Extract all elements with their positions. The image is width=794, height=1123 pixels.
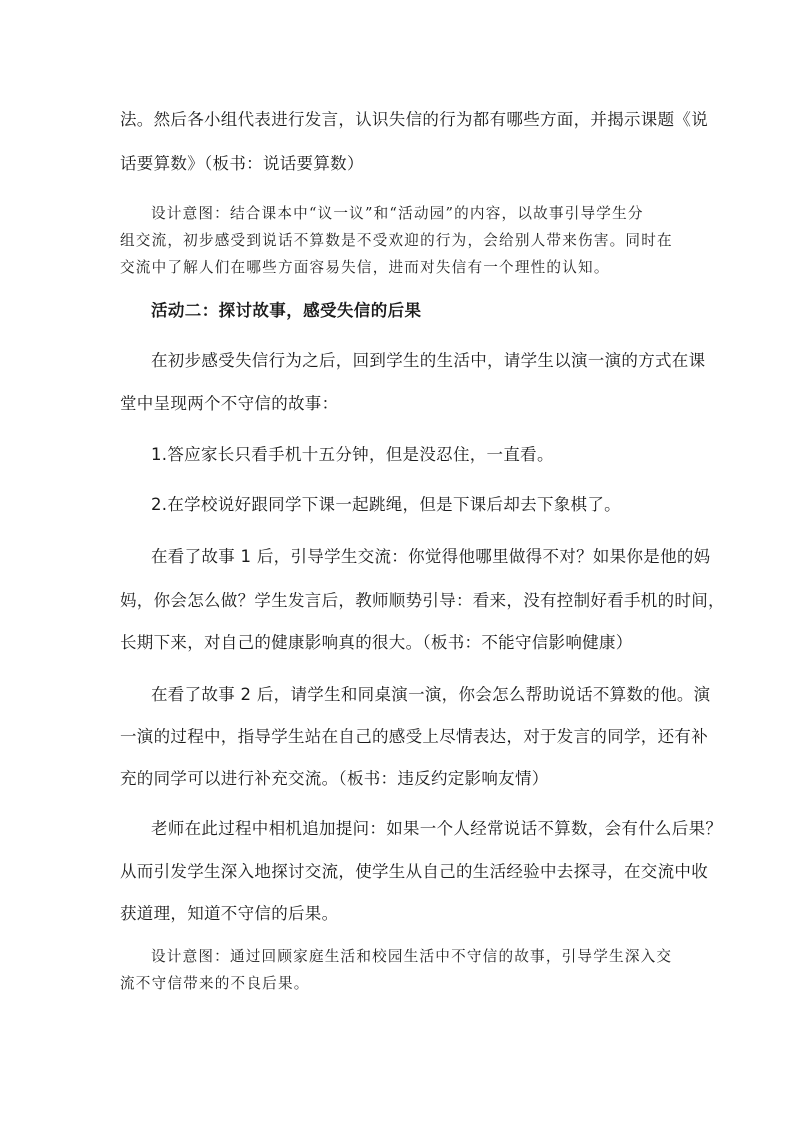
- paragraph-5-line-3: 获道理，知道不守信的后果。: [120, 904, 339, 923]
- design-note-1-line-2: 组交流，初步感受到说话不算数是不受欢迎的行为，会给别人带来伤害。同时在: [120, 232, 673, 249]
- paragraph-5-line-2: 从而引发学生深入地探讨交流，使学生从自己的生活经验中去探寻，在交流中收: [120, 862, 708, 881]
- story-item-1: 1.答应家长只看手机十五分钟，但是没忍住，一直看。: [151, 445, 554, 464]
- paragraph-4-line-3: 充的同学可以进行补充交流。（板书：违反约定影响友情）: [120, 769, 549, 788]
- paragraph-1-line-1: 法。然后各小组代表进行发言，认识失信的行为都有哪些方面，并揭示课题《说: [120, 110, 708, 129]
- paragraph-4-line-1: 在看了故事 2 后，请学生和同桌演一演，你会怎么帮助说话不算数的他。演: [151, 685, 711, 704]
- activity-heading: 活动二：探讨故事，感受失信的后果: [151, 301, 422, 320]
- paragraph-3-line-3: 长期下来，对自己的健康影响真的很大。（板书：不能守信影响健康）: [120, 633, 633, 652]
- design-note-1-line-3: 交流中了解人们在哪些方面容易失信，进而对失信有一个理性的认知。: [120, 259, 610, 276]
- design-note-2-line-2: 流不守信带来的不良后果。: [120, 975, 310, 992]
- story-item-2: 2.在学校说好跟同学下课一起跳绳，但是下课后却去下象棋了。: [151, 495, 621, 514]
- paragraph-3-line-1: 在看了故事 1 后，引导学生交流：你觉得他哪里做得不对？如果你是他的妈: [151, 547, 711, 566]
- design-note-2-line-1: 设计意图：通过回顾家庭生活和校园生活中不守信的故事，引导学生深入交: [151, 948, 673, 965]
- paragraph-3-line-2: 妈，你会怎么做？学生发言后，教师顺势引导：看来，没有控制好看手机的时间，: [120, 591, 725, 610]
- paragraph-4-line-2: 一演的过程中，指导学生站在自己的感受上尽情表达，对于发言的同学，还有补: [120, 727, 708, 746]
- design-note-1-line-1: 设计意图：结合课本中“议一议”和“活动园”的内容，以故事引导学生分: [151, 205, 644, 222]
- paragraph-1-line-2: 话要算数》（板书：说话要算数）: [120, 154, 364, 173]
- paragraph-2-line-1: 在初步感受失信行为之后，回到学生的生活中，请学生以演一演的方式在课: [151, 351, 706, 370]
- paragraph-2-line-2: 堂中呈现两个不守信的故事：: [120, 394, 339, 413]
- paragraph-5-line-1: 老师在此过程中相机追加提问：如果一个人经常说话不算数，会有什么后果？: [151, 819, 723, 838]
